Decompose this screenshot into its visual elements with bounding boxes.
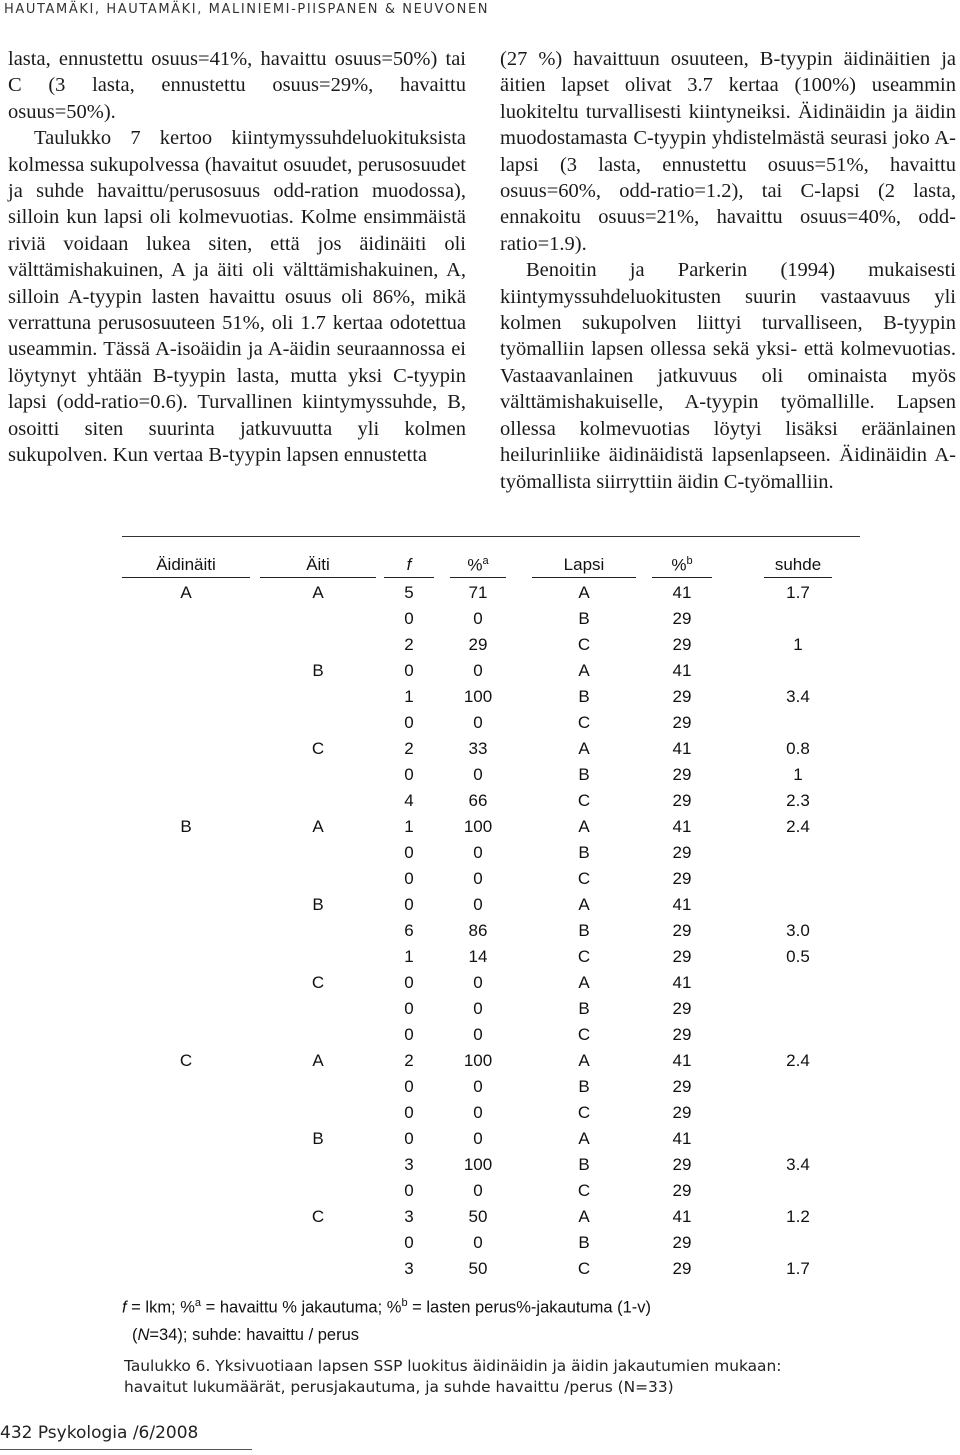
- cell-f: 0: [404, 1077, 414, 1096]
- cell-base-pct: 29: [672, 791, 692, 810]
- cell-base-pct: 41: [672, 817, 692, 836]
- table-row: [122, 921, 860, 947]
- column-header-base-pct: %$^b$: [652, 555, 712, 578]
- column-header-aidinaiti: Äidinäiti: [122, 555, 250, 578]
- cell-observed-pct: 0: [473, 713, 483, 732]
- cell-f: 5: [404, 583, 414, 602]
- cell-f: 0: [404, 1129, 414, 1148]
- cell-aiti: C: [311, 1207, 325, 1226]
- cell-observed-pct: 0: [473, 609, 483, 628]
- cell-observed-pct: 100: [463, 687, 493, 706]
- cell-suhde: 2.4: [786, 1051, 810, 1070]
- cell-lapsi: B: [578, 843, 590, 862]
- column-header-lapsi: Lapsi: [532, 555, 636, 578]
- cell-suhde: 3.0: [786, 921, 810, 940]
- cell-f: 0: [404, 1025, 414, 1044]
- cell-lapsi: C: [577, 869, 591, 888]
- cell-base-pct: 29: [672, 1025, 692, 1044]
- cell-aidinaiti: A: [180, 583, 192, 602]
- cell-observed-pct: 100: [463, 817, 493, 836]
- cell-f: 3: [404, 1259, 414, 1278]
- paragraph: Taulukko 7 kertoo kiintymyssuhdeluokituksista kolmessa sukupolvessa (havaitut osuudet, perusosuudet ja suhde havaittu/perusosuus odd-ration muodossa), silloin kun lapsi oli kolmevuotias. Kolme ensimmäistä riviä voidaan lukea siten, että jos äidinäiti oli välttämishakuinen, A ja äiti oli välttämishakuinen, A, silloin A-tyypin lasten havaittu osuus oli 86%, mikä verrattuna perusosuuteen 51%, oli 1.7 kertaa odotettua useammin. Tässä A-isoäidin ja A-äidin seuraannossa ei löytynyt yhtään B-tyypin lasta, mutta yksi C-tyypin lapsi (odd-ratio=0.6). Turvallinen kiintymyssuhde, B, osoitti siten suurinta jatkuvuutta yli kolmen sukupolven. Kun vertaa B-tyypin lapsen ennustetta: [8, 127, 466, 467]
- cell-base-pct: 29: [672, 609, 692, 628]
- cell-lapsi: B: [578, 687, 590, 706]
- table-row: [122, 713, 860, 739]
- cell-base-pct: 41: [672, 583, 692, 602]
- cell-suhde: 0.5: [786, 947, 810, 966]
- table-row: [122, 817, 860, 843]
- cell-base-pct: 29: [672, 869, 692, 888]
- cell-observed-pct: 0: [473, 1233, 483, 1252]
- cell-base-pct: 29: [672, 687, 692, 706]
- cell-aiti: C: [311, 973, 325, 992]
- table-row: [122, 1233, 860, 1259]
- cell-f: 1: [404, 817, 414, 836]
- column-header-f: f: [384, 555, 434, 578]
- cell-aiti: B: [312, 1129, 324, 1148]
- table-row: [122, 999, 860, 1025]
- cell-f: 3: [404, 1207, 414, 1226]
- paragraph: Benoitin ja Parkerin (1994) mukaisesti kiintymyssuhdeluokitusten suurin vastaavuus yli kolmen sukupolven liittyi turvalliseen, B-tyypin työmalliin lapsen ollessa sekä yksi- että kolmevuotias. Vastaavanlainen jatkuvuus oli ominaista myös välttämishakuiselle, A-tyypin työmallille. Lapsen ollessa kolmevuotias löytyi lisäksi eräänlainen heilurinliike äidinäidistä lapsenlapseen. Äidinäidin A-työmallista siirryttiin äidin C-työmalliin.: [500, 259, 956, 493]
- cell-observed-pct: 0: [473, 999, 483, 1018]
- cell-aiti: B: [312, 895, 324, 914]
- cell-aiti: B: [312, 661, 324, 680]
- cell-aiti: C: [311, 739, 325, 758]
- cell-f: 2: [404, 739, 414, 758]
- cell-f: 2: [404, 1051, 414, 1070]
- text-column-left: [8, 46, 466, 469]
- cell-suhde: 1: [793, 635, 803, 654]
- cell-lapsi: A: [578, 1051, 590, 1070]
- cell-base-pct: 29: [672, 1077, 692, 1096]
- cell-aiti: A: [312, 1051, 324, 1070]
- cell-suhde: 3.4: [786, 1155, 810, 1174]
- cell-lapsi: B: [578, 921, 590, 940]
- table-footnote: [122, 1290, 860, 1349]
- cell-observed-pct: 0: [473, 765, 483, 784]
- cell-suhde: 0.8: [786, 739, 810, 758]
- cell-f: 1: [404, 947, 414, 966]
- paragraph: lasta, ennustettu osuus=41%, havaittu osuus=50%) tai C (3 lasta, ennustettu osuus=29%, havaittu osuus=50%).: [8, 48, 466, 123]
- cell-lapsi: A: [578, 1207, 590, 1226]
- cell-observed-pct: 0: [473, 1077, 483, 1096]
- column-header-observed-pct: %$^a$: [450, 555, 506, 578]
- cell-f: 1: [404, 687, 414, 706]
- cell-base-pct: 29: [672, 1233, 692, 1252]
- cell-observed-pct: 0: [473, 973, 483, 992]
- paragraph: (27 %) havaittuun osuuteen, B-tyypin äidinäitien ja äitien lapset olivat 3.7 kertaa (100%) useammin luokiteltu turvallisesti kiintyneiksi. Äidinäidin ja äidin muodostamasta C-tyypin yhdistelmästä seurasi joko A-lapsi (3 lasta, ennustettu osuus=51%, havaittu osuus=60%, odd-ratio=1.2), tai C-lapsi (2 lasta, ennakoitu osuus=21%, havaittu osuus=40%, odd-ratio=1.9).: [500, 48, 956, 255]
- cell-suhde: 1.7: [786, 583, 810, 602]
- table-row: [122, 739, 860, 765]
- cell-observed-pct: 0: [473, 895, 483, 914]
- cell-observed-pct: 33: [468, 739, 488, 758]
- table-row: [122, 791, 860, 817]
- cell-f: 0: [404, 1233, 414, 1252]
- cell-lapsi: B: [578, 765, 590, 784]
- cell-base-pct: 29: [672, 1259, 692, 1278]
- cell-observed-pct: 50: [468, 1259, 488, 1278]
- table-row: [122, 1259, 860, 1285]
- cell-base-pct: 41: [672, 1051, 692, 1070]
- table-row: [122, 1155, 860, 1181]
- cell-suhde: 2.3: [786, 791, 810, 810]
- cell-f: 0: [404, 609, 414, 628]
- table-row: [122, 1103, 860, 1129]
- cell-aidinaiti: C: [179, 1051, 193, 1070]
- cell-f: 0: [404, 973, 414, 992]
- cell-base-pct: 29: [672, 765, 692, 784]
- table-row: [122, 583, 860, 609]
- cell-base-pct: 29: [672, 713, 692, 732]
- running-head: HAUTAMÄKI, HAUTAMÄKI, MALINIEMI-PIISPANEN & NEUVONEN: [4, 2, 490, 17]
- cell-base-pct: 29: [672, 1181, 692, 1200]
- cell-base-pct: 29: [672, 843, 692, 862]
- cell-observed-pct: 0: [473, 843, 483, 862]
- cell-f: 0: [404, 869, 414, 888]
- cell-lapsi: B: [578, 1155, 590, 1174]
- cell-observed-pct: 0: [473, 869, 483, 888]
- cell-suhde: 3.4: [786, 687, 810, 706]
- text-column-right: [500, 46, 956, 495]
- cell-observed-pct: 14: [468, 947, 488, 966]
- cell-lapsi: B: [578, 1233, 590, 1252]
- cell-lapsi: A: [578, 739, 590, 758]
- cell-base-pct: 41: [672, 1207, 692, 1226]
- cell-observed-pct: 71: [468, 583, 488, 602]
- cell-lapsi: A: [578, 661, 590, 680]
- footer-rule: [0, 1449, 252, 1450]
- cell-aidinaiti: B: [180, 817, 192, 836]
- table-row: [122, 947, 860, 973]
- footnote-line-1: f = lkm; %$^a$ = havaittu % jakautuma; %$^b$ = lasten perus%-jakautuma (1-v): [122, 1297, 652, 1317]
- cell-f: 3: [404, 1155, 414, 1174]
- cell-lapsi: C: [577, 1181, 591, 1200]
- cell-f: 0: [404, 895, 414, 914]
- column-header-aiti: Äiti: [260, 555, 376, 578]
- cell-observed-pct: 0: [473, 1129, 483, 1148]
- cell-f: 6: [404, 921, 414, 940]
- cell-observed-pct: 0: [473, 661, 483, 680]
- table-caption: [124, 1356, 854, 1398]
- cell-observed-pct: 100: [463, 1051, 493, 1070]
- cell-f: 0: [404, 661, 414, 680]
- cell-base-pct: 41: [672, 973, 692, 992]
- cell-lapsi: B: [578, 999, 590, 1018]
- table-row: [122, 635, 860, 661]
- cell-observed-pct: 0: [473, 1181, 483, 1200]
- cell-observed-pct: 100: [463, 1155, 493, 1174]
- cell-lapsi: A: [578, 973, 590, 992]
- table-row: [122, 1025, 860, 1051]
- cell-lapsi: A: [578, 1129, 590, 1148]
- cell-observed-pct: 0: [473, 1025, 483, 1044]
- cell-base-pct: 29: [672, 947, 692, 966]
- cell-f: 2: [404, 635, 414, 654]
- cell-observed-pct: 29: [468, 635, 488, 654]
- column-header-suhde: suhde: [764, 555, 832, 578]
- cell-lapsi: C: [577, 713, 591, 732]
- table-row: [122, 1181, 860, 1207]
- cell-base-pct: 29: [672, 999, 692, 1018]
- cell-f: 0: [404, 1103, 414, 1122]
- cell-f: 0: [404, 843, 414, 862]
- cell-suhde: 1: [793, 765, 803, 784]
- cell-lapsi: B: [578, 609, 590, 628]
- cell-base-pct: 41: [672, 661, 692, 680]
- cell-lapsi: A: [578, 583, 590, 602]
- cell-lapsi: C: [577, 947, 591, 966]
- cell-base-pct: 29: [672, 635, 692, 654]
- cell-observed-pct: 0: [473, 1103, 483, 1122]
- cell-base-pct: 29: [672, 1155, 692, 1174]
- cell-observed-pct: 86: [468, 921, 488, 940]
- cell-base-pct: 41: [672, 1129, 692, 1148]
- cell-aiti: A: [312, 583, 324, 602]
- table-row: [122, 1129, 860, 1155]
- table-row: [122, 973, 860, 999]
- table-row: [122, 1051, 860, 1077]
- page-footer: 432 Psykologia /6/2008: [0, 1423, 199, 1443]
- cell-base-pct: 41: [672, 895, 692, 914]
- cell-aiti: A: [312, 817, 324, 836]
- cell-base-pct: 29: [672, 1103, 692, 1122]
- cell-lapsi: C: [577, 1103, 591, 1122]
- table-top-rule: [122, 536, 860, 537]
- cell-f: 0: [404, 713, 414, 732]
- table-row: [122, 1077, 860, 1103]
- caption-line-1: Taulukko 6. Yksivuotiaan lapsen SSP luokitus äidinäidin ja äidin jakautumien mukaan:: [124, 1357, 782, 1375]
- table-row: [122, 765, 860, 791]
- cell-lapsi: B: [578, 1077, 590, 1096]
- table-row: [122, 661, 860, 687]
- table-row: [122, 1207, 860, 1233]
- cell-lapsi: C: [577, 635, 591, 654]
- cell-suhde: 1.7: [786, 1259, 810, 1278]
- cell-lapsi: A: [578, 817, 590, 836]
- table-row: [122, 687, 860, 713]
- cell-lapsi: C: [577, 1025, 591, 1044]
- caption-line-2: havaitut lukumäärät, perusjakautuma, ja suhde havaittu /perus (N=33): [124, 1378, 674, 1396]
- cell-suhde: 1.2: [786, 1207, 810, 1226]
- cell-observed-pct: 50: [468, 1207, 488, 1226]
- cell-base-pct: 41: [672, 739, 692, 758]
- table-row: [122, 869, 860, 895]
- cell-f: 4: [404, 791, 414, 810]
- cell-lapsi: A: [578, 895, 590, 914]
- footnote-line-2: (N=34); suhde: havaittu / perus: [132, 1325, 360, 1344]
- cell-lapsi: C: [577, 1259, 591, 1278]
- cell-f: 0: [404, 999, 414, 1018]
- cell-lapsi: C: [577, 791, 591, 810]
- cell-suhde: 2.4: [786, 817, 810, 836]
- table-row: [122, 609, 860, 635]
- cell-base-pct: 29: [672, 921, 692, 940]
- cell-f: 0: [404, 765, 414, 784]
- table-row: [122, 895, 860, 921]
- cell-observed-pct: 66: [468, 791, 488, 810]
- table-row: [122, 843, 860, 869]
- cell-f: 0: [404, 1181, 414, 1200]
